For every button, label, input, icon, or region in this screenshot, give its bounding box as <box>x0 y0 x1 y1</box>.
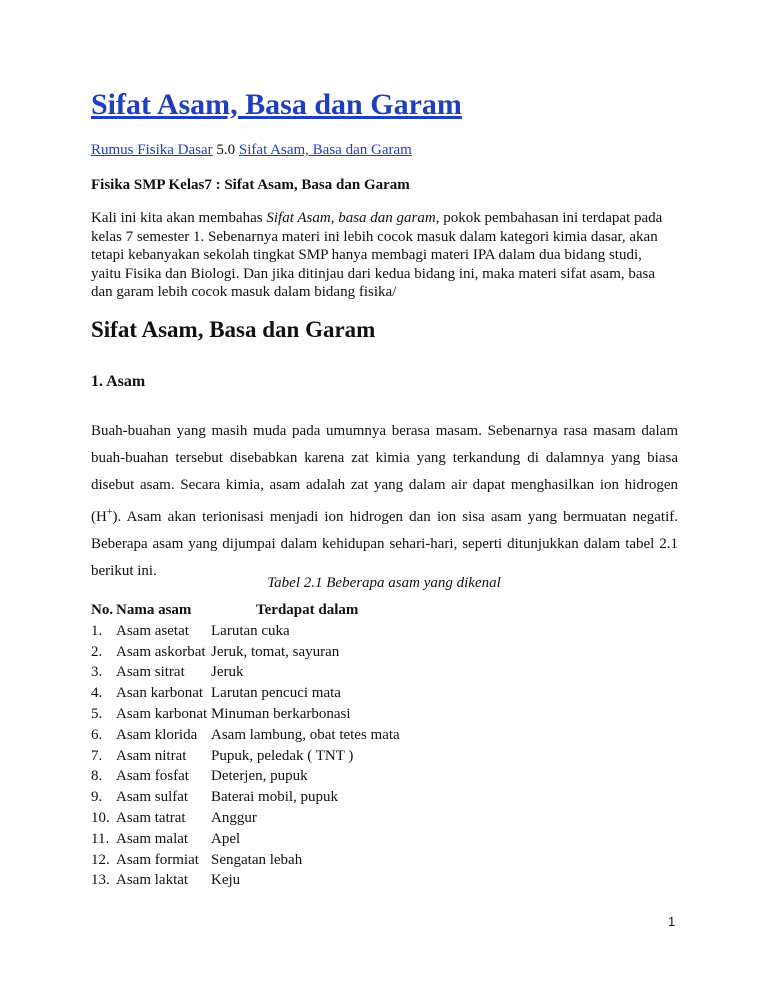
found-in: Pupuk, peledak ( TNT ) <box>211 747 354 764</box>
found-in: Larutan pencuci mata <box>211 685 341 702</box>
found-in: Apel <box>211 830 241 847</box>
acid-name: Asam nitrat <box>116 747 187 764</box>
header-found-in: Terdapat dalam <box>256 602 359 618</box>
acid-name: Asam asetat <box>116 622 189 639</box>
found-in: Sengatan lebah <box>211 851 303 868</box>
intro-text: Kali ini kita akan membahas <box>91 210 267 226</box>
found-in: Larutan cuka <box>211 622 290 639</box>
acid-name: Asam tatrat <box>116 809 186 826</box>
table-caption: Tabel 2.1 Beberapa asam yang dikenal <box>267 575 501 591</box>
found-in: Asam lambung, obat tetes mata <box>211 726 400 743</box>
found-in: Anggur <box>211 809 257 826</box>
intro-line-4: yaitu Fisika dan Biologi. Dan jika ditinjau dari kedua bidang ini, maka materi sifat asam, basa <box>91 265 656 282</box>
acid-name: Asam malat <box>116 830 189 847</box>
body-line-4 <box>91 499 678 531</box>
body-text: ). Asam akan terionisasi menjadi ion hidrogen dan ion sisa asam yang bermuatan negatif. <box>112 509 678 525</box>
intro-emphasis: Sifat Asam, basa dan garam <box>266 210 436 226</box>
found-in: Deterjen, pupuk <box>211 768 308 785</box>
intro-line-1 <box>91 209 681 228</box>
post-subheading: Fisika SMP Kelas7 : Sifat Asam, Basa dan Garam <box>91 177 410 193</box>
acid-name: Asam klorida <box>116 726 198 743</box>
row-number: 11. <box>91 830 110 847</box>
found-in: Keju <box>211 872 241 889</box>
breadcrumb-link-sifat-asam[interactable]: Sifat Asam, Basa dan Garam <box>238 142 412 158</box>
acid-name: Asan karbonat <box>116 685 204 702</box>
row-number: 5. <box>91 705 103 722</box>
acid-name: Asam karbonat <box>116 705 208 722</box>
row-number: 2. <box>91 643 103 660</box>
acid-name: Asam sitrat <box>116 664 185 681</box>
acid-name: Asam fosfat <box>116 768 189 785</box>
intro-line-2: kelas 7 semester 1. Sebenarnya materi ini lebih cocok masuk dalam kategori kimia dasar, akan <box>91 228 658 245</box>
body-line-2: buah-buahan tersebut disebabkan karena zat kimia yang terkandung di dalamnya yang biasa <box>91 450 678 466</box>
breadcrumb-link-rumus-fisika-dasar[interactable]: Rumus Fisika Dasar <box>91 142 213 158</box>
intro-paragraph <box>91 209 681 302</box>
row-number: 6. <box>91 726 103 743</box>
body-line-6: berikut ini. <box>91 563 157 579</box>
body-line-1: Buah-buahan yang masih muda pada umumnya berasa masam. Sebenarnya rasa masam dalam <box>91 423 678 439</box>
body-line-3: disebut asam. Secara kimia, asam adalah zat yang dalam air dapat menghasilkan ion hidrogen <box>91 477 678 493</box>
intro-line-3: tetapi kebanyakan sekolah tingkat SMP hanya membagi materi IPA dalam dua bidang studi, <box>91 247 642 264</box>
intro-line-5: dan garam lebih cocok masuk dalam bidang fisika/ <box>91 284 397 301</box>
found-in: Baterai mobil, pupuk <box>211 789 339 806</box>
acid-name: Asam sulfat <box>116 789 189 806</box>
section-heading: Sifat Asam, Basa dan Garam <box>91 317 376 342</box>
intro-text: , pokok pembahasan ini terdapat pada <box>435 210 663 226</box>
row-number: 9. <box>91 789 103 806</box>
body-text: (H <box>91 509 107 525</box>
acid-name: Asam formiat <box>116 851 199 868</box>
row-number: 7. <box>91 747 103 764</box>
row-number: 13. <box>91 872 110 889</box>
row-number: 1. <box>91 622 103 639</box>
body-paragraph <box>91 418 678 585</box>
body-line-5: Beberapa asam yang dijumpai dalam kehidupan sehari-hari, seperti ditunjukkan dalam tabel 2.1 <box>91 536 678 552</box>
found-in: Jeruk, tomat, sayuran <box>211 643 340 660</box>
header-no: No. <box>91 602 114 618</box>
acid-name: Asam laktat <box>116 872 189 889</box>
header-name: Nama asam <box>116 602 192 618</box>
subsection-heading: 1. Asam <box>91 373 146 390</box>
breadcrumb-separator: 5.0 <box>212 142 239 158</box>
found-in: Jeruk <box>211 664 244 681</box>
acid-name: Asam askorbat <box>116 643 206 660</box>
page-number: 1 <box>668 914 676 929</box>
found-in: Minuman berkarbonasi <box>211 705 351 722</box>
superscript-plus: + <box>106 507 113 518</box>
row-number: 8. <box>91 768 103 785</box>
row-number: 3. <box>91 664 103 681</box>
row-number: 4. <box>91 685 103 702</box>
breadcrumb <box>91 142 412 159</box>
page-title[interactable]: Sifat Asam, Basa dan Garam <box>91 88 462 121</box>
row-number: 12. <box>91 851 110 868</box>
row-number: 10. <box>91 809 110 826</box>
